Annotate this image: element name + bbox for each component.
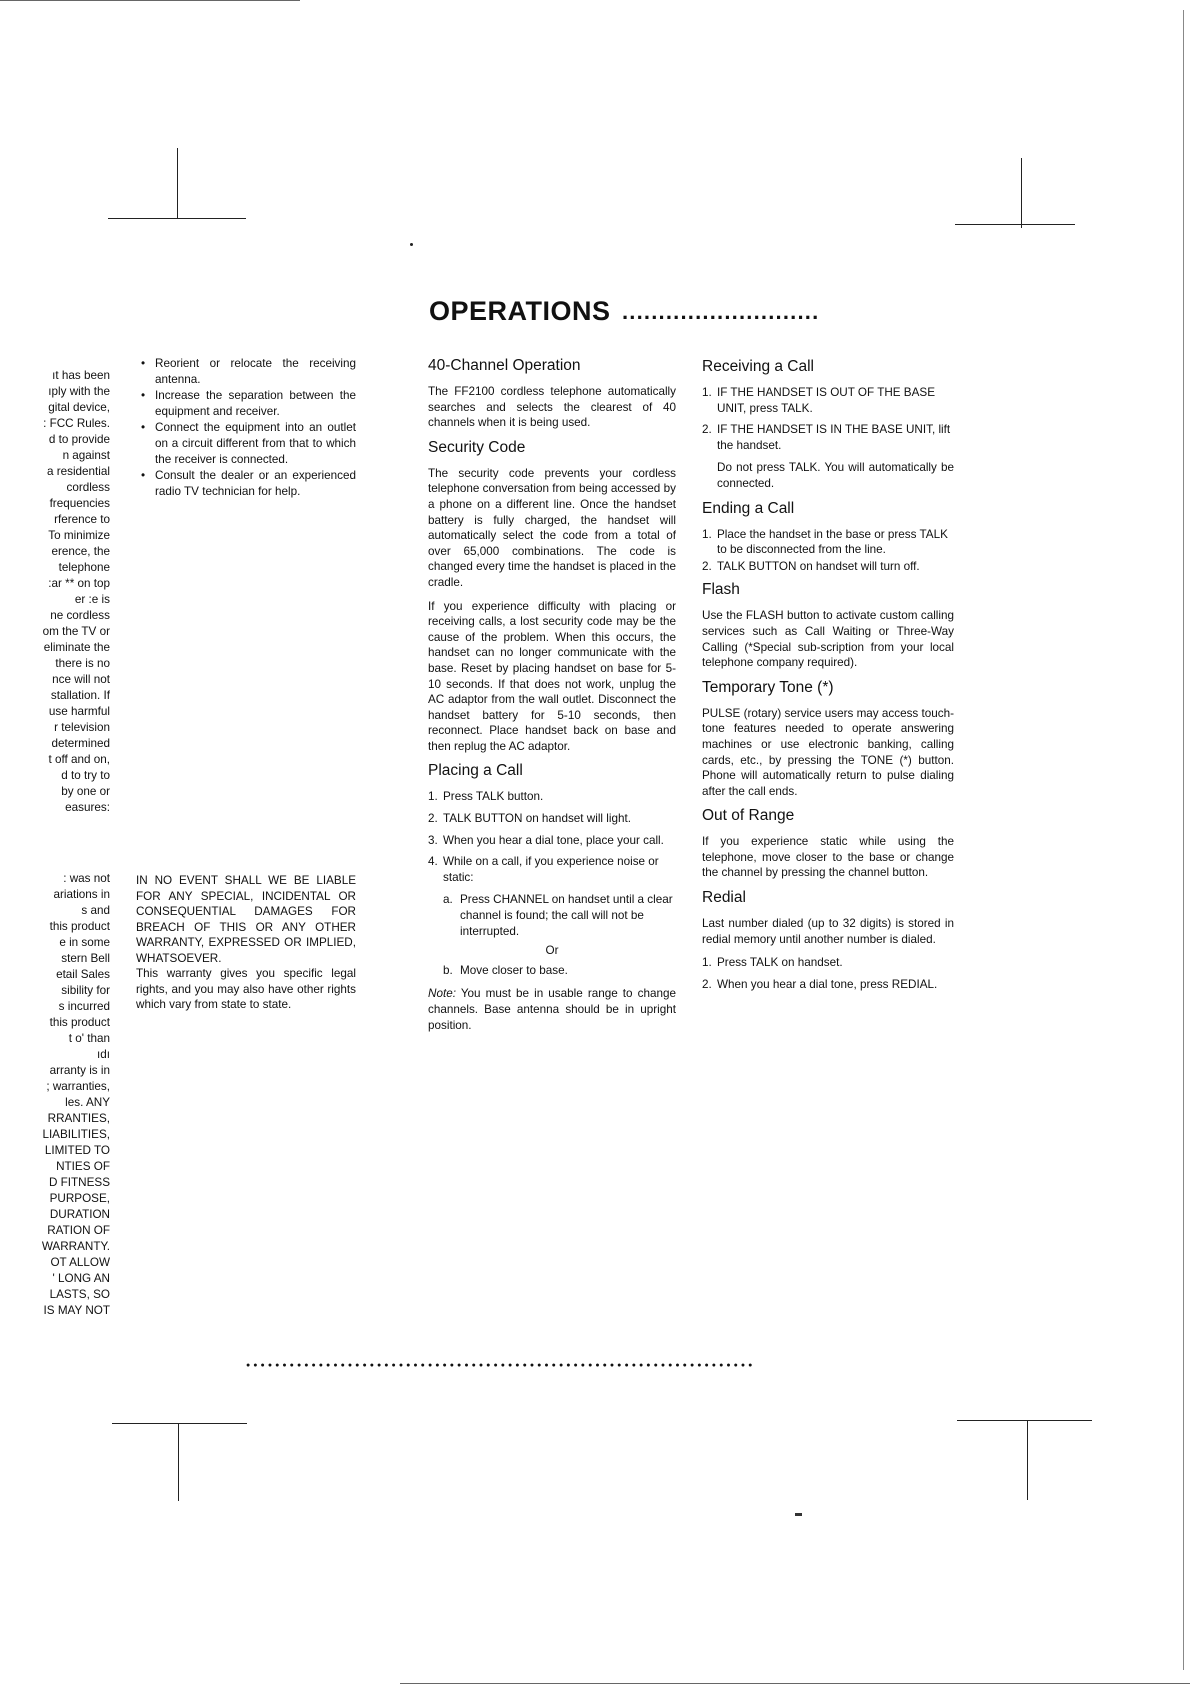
bullet-item: • Connect the equipment into an outlet on a circuit different from that to which the receiver is connected. xyxy=(141,421,356,466)
fragment-line: etail Sales xyxy=(56,968,110,981)
fragment-line: om the TV or xyxy=(42,625,110,638)
fragment-line: :ar ** on top xyxy=(48,577,110,590)
fragment-line: by one or xyxy=(61,785,110,798)
crop-mark xyxy=(957,1420,1092,1421)
speck xyxy=(410,243,413,246)
fragment-line: ariations in xyxy=(53,888,110,901)
column-right xyxy=(702,358,954,999)
crop-mark xyxy=(178,1423,179,1501)
right-edge-line xyxy=(1183,10,1184,1670)
fragment-line: cordless xyxy=(66,481,110,494)
heading-ending-call: Ending a Call xyxy=(702,499,795,517)
fragment-line: s incurred xyxy=(58,1000,110,1013)
fragment-line: : FCC Rules. xyxy=(43,417,110,430)
fragment-line: a residential xyxy=(46,465,110,478)
left-fragment-top xyxy=(24,368,110,816)
fragment-line: DURATION xyxy=(49,1208,110,1221)
fragment-line: easures: xyxy=(65,801,110,814)
text-flash: Use the FLASH button to activate custom calling services such as Call Waiting or Three-Way Calling (*Special sub-scription from your local telephone company required). xyxy=(702,609,954,670)
fragment-line: eliminate the xyxy=(43,641,110,654)
text-security-reset: If you experience difficulty with placing or receiving calls, a lost security code may be the cause of the problem. When this occurs, the handset can no longer communicate with the base. Reset by placing handset on base for 5-10 seconds. If that does not work, unplug the AC adaptor from the wall outlet. Disconnect the handset battery for 5-10 seconds, then reconnect. Place handset back on base and then replug the AC adaptor. xyxy=(428,599,676,753)
warranty-disclaimer: IN NO EVENT SHALL WE BE LIABLE FOR ANY SPECIAL, INCIDENTAL OR CONSEQUENTIAL DAMAGES FOR BREACH OF THIS OR ANY OTHER WARRANTY, EXPRESSED OR IMPLIED, WHATSOEVER. xyxy=(136,874,356,965)
fragment-line: ' LONG AN xyxy=(52,1272,110,1285)
heading-placing-call: Placing a Call xyxy=(428,762,523,780)
fragment-line: LIABILITIES, xyxy=(42,1128,110,1141)
fragment-line: arranty is in xyxy=(49,1064,110,1077)
fragment-line: rference to xyxy=(54,513,110,526)
fragment-line: e in some xyxy=(59,936,110,949)
fragment-line: LIMITED TO xyxy=(44,1144,110,1157)
fragment-line: telephone xyxy=(58,561,110,574)
fragment-line: OT ALLOW xyxy=(50,1256,110,1269)
left-fragment-bottom xyxy=(24,871,110,1319)
note-text: Note: You must be in usable range to change channels. Base antenna should be in upright position. xyxy=(428,987,676,1032)
list-item: 3. When you hear a dial tone, place your call. xyxy=(428,833,664,847)
fragment-line: sibility for xyxy=(61,984,110,997)
fragment-line: frequencies xyxy=(49,497,110,510)
heading-receiving-call: Receiving a Call xyxy=(702,358,814,375)
crop-mark xyxy=(112,1423,247,1424)
list-item: 4. While on a call, if you experience noise or static: xyxy=(428,855,659,884)
crop-mark xyxy=(955,224,1075,225)
warranty-rights: This warranty gives you specific legal rights, and you may also have other rights which vary from state to state. xyxy=(136,967,356,1011)
list-item: 2. IF THE HANDSET IS IN THE BASE UNIT, lift the handset. xyxy=(702,423,951,452)
title-dot-leader: ........................... xyxy=(622,299,820,324)
fragment-line: there is no xyxy=(55,657,110,670)
fragment-line: RRANTIES, xyxy=(47,1112,110,1125)
interference-bullets xyxy=(138,356,356,506)
page-title: OPERATIONS xyxy=(429,296,611,326)
heading-redial: Redial xyxy=(702,889,746,907)
bottom-dot-rule: ●●●●●●●●●●●●●●●●●●●●●●●●●●●●●●●●●●●●●●●●●●●●●●●●●●●●●●●●●●●●●●●●●●●●●● xyxy=(246,1362,756,1369)
fragment-line: stern Bell xyxy=(61,952,110,965)
text-temporary-tone: PULSE (rotary) service users may access touch-tone features needed to operate answering machines or use electronic banking, calling cards, etc., by pressing the TONE (*) button. Phone will automatically return to pulse dialing after the call ends. xyxy=(702,706,955,798)
fragment-line: D FITNESS xyxy=(48,1176,110,1189)
text-40-channel: The FF2100 cordless telephone automatically searches and selects the clearest of 40 channels when it is being used. xyxy=(428,385,676,430)
sub-item-a: a. Press CHANNEL on handset until a clear channel is found; the call will not be interrupted. xyxy=(443,893,673,938)
fragment-line: ; warranties, xyxy=(46,1080,110,1093)
bullet-item: • Reorient or relocate the receiving antenna. xyxy=(141,357,356,386)
list-item: 1. Place the handset in the base or press TALK to be disconnected from the line. xyxy=(702,527,948,557)
text-redial: Last number dialed (up to 32 digits) is stored in redial memory until another number is dialed. xyxy=(702,917,954,946)
note-label: Note: xyxy=(428,987,456,1001)
fragment-line: t o' than xyxy=(68,1032,110,1045)
fragment-line: les. ANY xyxy=(65,1096,110,1109)
heading-flash: Flash xyxy=(702,581,740,599)
fragment-line: r television xyxy=(54,721,110,734)
crop-mark xyxy=(108,218,246,219)
fragment-line: er :e is xyxy=(74,593,110,606)
speck xyxy=(795,1513,802,1516)
list-item: 1. Press TALK on handset. xyxy=(702,956,843,970)
crop-mark xyxy=(177,148,178,218)
heading-out-of-range: Out of Range xyxy=(702,807,795,825)
fragment-line: d to provide xyxy=(48,433,110,446)
fragment-line: IS MAY NOT xyxy=(43,1304,110,1317)
sub-item-b: b. Move closer to base. xyxy=(443,963,568,977)
heading-security-code: Security Code xyxy=(428,438,526,456)
top-edge-line xyxy=(0,0,300,1)
heading-40-channel: 40-Channel Operation xyxy=(428,357,581,374)
crop-mark xyxy=(1021,158,1022,228)
fragment-line: NTIES OF xyxy=(56,1160,110,1173)
list-item: 1. IF THE HANDSET IS OUT OF THE BASE UNIT, press TALK. xyxy=(702,386,935,415)
bullet-item: • Consult the dealer or an experienced radio TV technician for help. xyxy=(141,469,356,498)
fragment-line: erence, the xyxy=(51,545,110,558)
fragment-line: : was not xyxy=(63,872,110,885)
fragment-line: RATION OF xyxy=(47,1224,110,1237)
bottom-edge-line xyxy=(400,1683,1190,1684)
fragment-line: t off and on, xyxy=(48,753,110,766)
fragment-line: LASTS, SO xyxy=(49,1288,110,1301)
fragment-line: this product xyxy=(49,1016,110,1029)
heading-temporary-tone: Temporary Tone (*) xyxy=(702,678,834,696)
fragment-line: ne cordless xyxy=(50,609,110,622)
list-item: 2. TALK BUTTON on handset will light. xyxy=(428,812,631,826)
fragment-line: WARRANTY. xyxy=(41,1240,110,1253)
fragment-line: use harmful xyxy=(48,705,110,718)
fragment-line: nce will not xyxy=(52,673,110,686)
warranty-section xyxy=(136,873,356,1013)
fragment-line: ıdı xyxy=(97,1048,110,1061)
column-middle xyxy=(428,357,676,1041)
text-security-code: The security code prevents your cordless telephone conversation from being accessed by a phone on a different line. Once the handset battery is fully charged, the handset will automatically select the code from a total of over 65,000 combinations. The code is changed every time the handset is placed in the cradle. xyxy=(428,466,676,589)
fragment-line: determined xyxy=(51,737,110,750)
fragment-line: stallation. If xyxy=(50,689,110,702)
list-item: 1. Press TALK button. xyxy=(428,790,544,804)
fragment-line: To minimize xyxy=(48,529,110,542)
fragment-line: this product xyxy=(49,920,110,933)
fragment-line: PURPOSE, xyxy=(49,1192,110,1205)
crop-mark xyxy=(1027,1420,1028,1500)
list-item: 2. When you hear a dial tone, press REDIAL. xyxy=(702,977,938,991)
text-out-of-range: If you experience static while using the telephone, move closer to the base or change the channel by pressing the channel button. xyxy=(702,835,954,880)
or-separator: Or xyxy=(545,944,559,958)
fragment-line: ıt has been xyxy=(52,369,110,382)
fragment-line: n against xyxy=(62,449,110,462)
fragment-line: d to try to xyxy=(61,769,110,782)
bullet-item: • Increase the separation between the equipment and receiver. xyxy=(141,389,356,418)
fragment-line: gital device, xyxy=(48,401,110,414)
fragment-line: ıply with the xyxy=(48,385,110,398)
receiving-note: Do not press TALK. You will automatically be connected. xyxy=(717,461,954,490)
list-item: 2. TALK BUTTON on handset will turn off. xyxy=(702,559,920,573)
fragment-line: s and xyxy=(81,904,110,917)
